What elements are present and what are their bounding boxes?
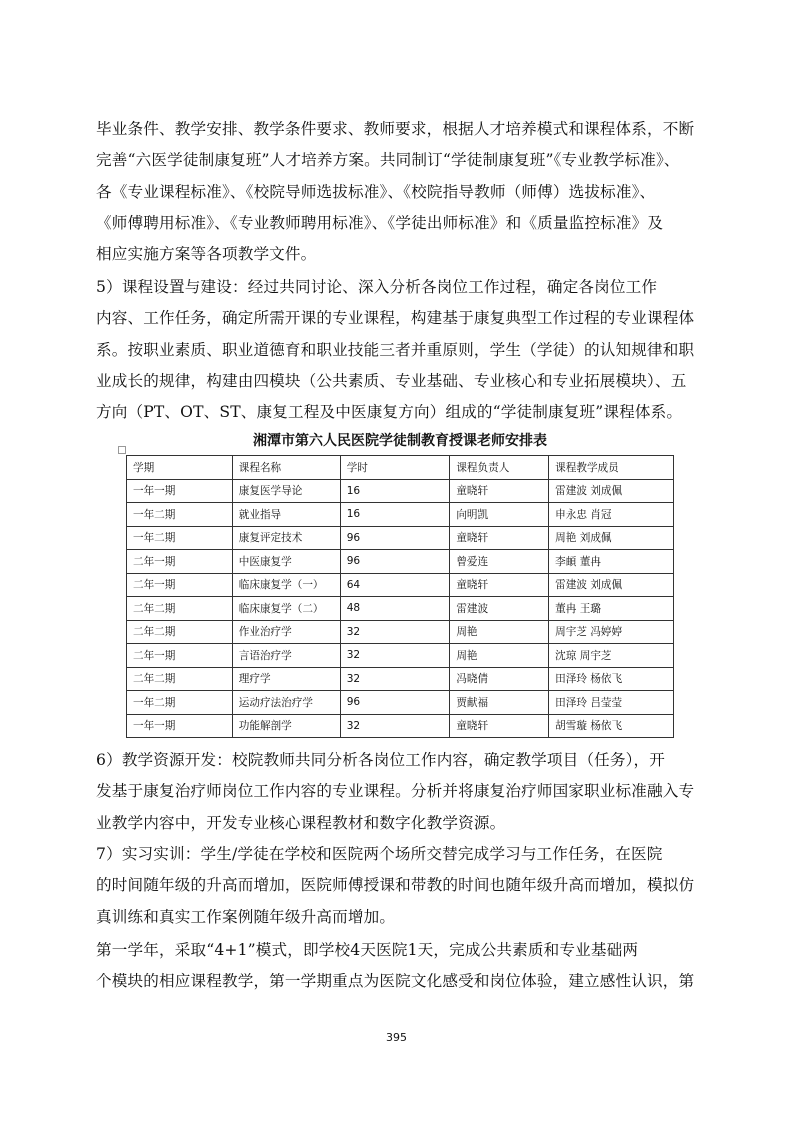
table-anchor-icon bbox=[118, 446, 126, 454]
table-cell: 雷建波 刘成佩 bbox=[549, 479, 674, 503]
table-cell: 董冉 王璐 bbox=[549, 597, 674, 621]
text-line: 毕业条件、教学安排、教学条件要求、教师要求，根据人才培养模式和课程体系，不断 bbox=[96, 120, 695, 138]
paragraph-course-setup bbox=[96, 272, 696, 428]
paragraph-teaching-resources bbox=[96, 745, 696, 839]
table-cell: 二年一期 bbox=[127, 573, 233, 597]
table-cell: 就业指导 bbox=[232, 503, 340, 527]
table-cell: 一年二期 bbox=[127, 526, 233, 550]
table-cell: 曾爱连 bbox=[450, 550, 549, 574]
table-row bbox=[127, 691, 674, 715]
table-cell: 中医康复学 bbox=[232, 550, 340, 574]
table-cell: 二年二期 bbox=[127, 597, 233, 621]
table-cell: 童晓轩 bbox=[450, 526, 549, 550]
table-cell: 言语治疗学 bbox=[232, 644, 340, 668]
table-cell: 康复医学导论 bbox=[232, 479, 340, 503]
table-caption: 湘潭市第六人民医院学徒制教育授课老师安排表 bbox=[253, 433, 547, 449]
table-cell: 周艳 刘成佩 bbox=[549, 526, 674, 550]
table-cell: 周艳 bbox=[450, 644, 549, 668]
table-cell: 童晓轩 bbox=[450, 573, 549, 597]
text-line: 第一学年，采取“4+1”模式，即学校4天医院1天，完成公共素质和专业基础两 bbox=[96, 941, 639, 959]
table-cell: 16 bbox=[340, 479, 450, 503]
table-cell: 一年二期 bbox=[127, 503, 233, 527]
text-line: 内容、工作任务，确定所需开课的专业课程，构建基于康复典型工作过程的专业课程体 bbox=[96, 309, 695, 328]
table-cell: 临床康复学（二） bbox=[232, 597, 340, 621]
table-cell: 童晓轩 bbox=[450, 714, 549, 738]
text-line: 各《专业课程标准》、《校院导师选拔标准》、《校院指导教师（师傅）选拔标准》、 bbox=[96, 182, 656, 201]
table-cell: 田泽玲 吕莹莹 bbox=[549, 691, 674, 715]
table-cell: 二年一期 bbox=[127, 644, 233, 668]
table-row bbox=[127, 573, 674, 597]
table-cell: 雷建波 刘成佩 bbox=[549, 573, 674, 597]
table-cell: 32 bbox=[340, 667, 450, 691]
table-cell: 一年一期 bbox=[127, 479, 233, 503]
table-cell: 向明凯 bbox=[450, 503, 549, 527]
table-cell: 功能解剖学 bbox=[232, 714, 340, 738]
table-header-cell: 课程名称 bbox=[232, 456, 340, 480]
table-cell: 李頔 董冉 bbox=[549, 550, 674, 574]
table-cell: 32 bbox=[340, 714, 450, 738]
text-line: 相应实施方案等各项教学文件。 bbox=[96, 245, 317, 264]
table-cell: 田泽玲 杨依飞 bbox=[549, 667, 674, 691]
paragraph-training-standards bbox=[96, 114, 696, 270]
text-line: 业成长的规律，构建由四模块（公共素质、专业基础、专业核心和专业拓展模块）、五 bbox=[96, 371, 687, 390]
table-cell: 周艳 bbox=[450, 620, 549, 644]
text-line: 发基于康复治疗师岗位工作内容的专业课程。分析并将康复治疗师国家职业标准融入专 bbox=[96, 782, 695, 801]
table-cell: 一年一期 bbox=[127, 714, 233, 738]
table-header-cell: 课程教学成员 bbox=[549, 456, 674, 480]
table-cell: 童晓轩 bbox=[450, 479, 549, 503]
table-cell: 胡雪璇 杨依飞 bbox=[549, 714, 674, 738]
text-line: 方向（PT、OT、ST、康复工程及中医康复方向）组成的“学徒制康复班”课程体系。 bbox=[96, 403, 683, 422]
page-number: 395 bbox=[386, 1031, 407, 1044]
table-cell: 申永忠 肖冠 bbox=[549, 503, 674, 527]
text-line: 《师傅聘用标准》、《专业教师聘用标准》、《学徒出师标准》和《质量监控标准》及 bbox=[96, 213, 664, 232]
table-cell: 二年一期 bbox=[127, 550, 233, 574]
text-line: 7）实习实训：学生/学徒在学校和医院两个场所交替完成学习与工作任务，在医院 bbox=[96, 845, 663, 863]
text-line: 系。按职业素质、职业道德育和职业技能三者并重原则，学生（学徒）的认知规律和职 bbox=[96, 340, 695, 359]
table-row bbox=[127, 503, 674, 527]
text-line: 5）课程设置与建设：经过共同讨论、深入分析各岗位工作过程，确定各岗位工作 bbox=[96, 278, 658, 296]
table-header-cell: 学时 bbox=[340, 456, 450, 480]
paragraph-first-year bbox=[96, 935, 696, 998]
table-cell: 康复评定技术 bbox=[232, 526, 340, 550]
table-row bbox=[127, 667, 674, 691]
table-cell: 48 bbox=[340, 597, 450, 621]
table-header-cell: 课程负责人 bbox=[450, 456, 549, 480]
table-cell: 冯晓倩 bbox=[450, 667, 549, 691]
table-row bbox=[127, 620, 674, 644]
table-cell: 临床康复学（一） bbox=[232, 573, 340, 597]
table-cell: 二年二期 bbox=[127, 667, 233, 691]
table-row bbox=[127, 644, 674, 668]
table-cell: 96 bbox=[340, 526, 450, 550]
text-line: 6）教学资源开发：校院教师共同分析各岗位工作内容，确定教学项目（任务），开 bbox=[96, 751, 666, 769]
table-cell: 64 bbox=[340, 573, 450, 597]
table-cell: 运动疗法治疗学 bbox=[232, 691, 340, 715]
table-cell: 贾献福 bbox=[450, 691, 549, 715]
table-cell: 二年二期 bbox=[127, 620, 233, 644]
text-line: 真训练和真实工作案例随年级升高而增加。 bbox=[96, 907, 396, 926]
table-cell: 雷建波 bbox=[450, 597, 549, 621]
table-row bbox=[127, 550, 674, 574]
table-cell: 96 bbox=[340, 691, 450, 715]
table-row bbox=[127, 479, 674, 503]
text-line: 个模块的相应课程教学，第一学期重点为医院文化感受和岗位体验，建立感性认识，第 bbox=[96, 972, 695, 991]
table-cell: 一年二期 bbox=[127, 691, 233, 715]
table-cell: 32 bbox=[340, 644, 450, 668]
table-cell: 周宇芝 冯婷婷 bbox=[549, 620, 674, 644]
table-cell: 沈琼 周宇芝 bbox=[549, 644, 674, 668]
text-line: 完善“六医学徒制康复班”人才培养方案。共同制订“学徒制康复班”《专业教学标准》、 bbox=[96, 151, 680, 170]
table-header-cell: 学期 bbox=[127, 456, 233, 480]
table-cell: 96 bbox=[340, 550, 450, 574]
table-row bbox=[127, 526, 674, 550]
table-cell: 作业治疗学 bbox=[232, 620, 340, 644]
table-row bbox=[127, 714, 674, 738]
table-cell: 16 bbox=[340, 503, 450, 527]
table-row bbox=[127, 597, 674, 621]
table-cell: 理疗学 bbox=[232, 667, 340, 691]
table-cell: 32 bbox=[340, 620, 450, 644]
table-header-row bbox=[127, 456, 674, 480]
text-line: 业教学内容中，开发专业核心课程教材和数字化教学资源。 bbox=[96, 813, 506, 832]
paragraph-internship-training bbox=[96, 839, 696, 933]
text-line: 的时间随年级的升高而增加，医院师傅授课和带教的时间也随年级升高而增加，模拟仿 bbox=[96, 876, 695, 895]
course-teacher-table bbox=[126, 455, 674, 738]
